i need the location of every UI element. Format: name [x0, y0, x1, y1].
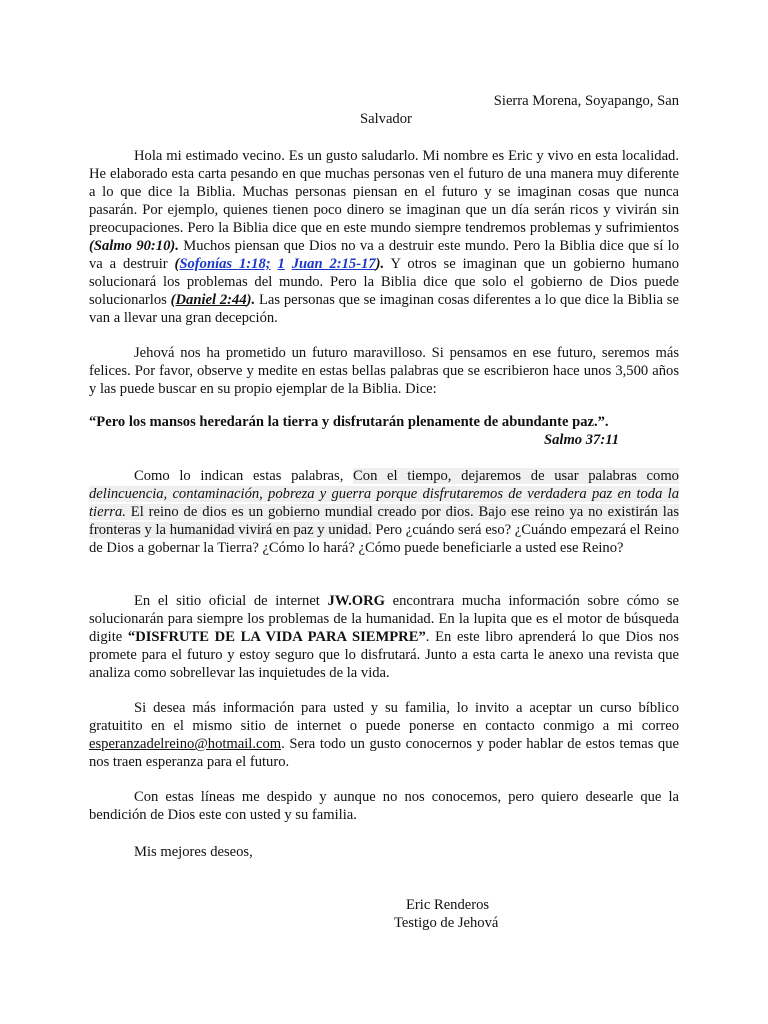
paragraph-kingdom-text-2: Pero ¿cuándo será eso? ¿Cuándo empezará el Reino de Dios a gobernar la Tierra? ¿Cómo lo hará? ¿Cómo puede beneficiarle a usted ese Reino?: [89, 522, 679, 556]
ref-paren-open: (: [174, 256, 180, 272]
highlighted-text-2: delincuencia, contaminación, pobreza y guerra porque disfrutaremos de verdadera paz en toda la tierra.: [89, 486, 679, 520]
paragraph-website-text: En el sitio oficial de internet: [134, 593, 328, 609]
link-juan-number[interactable]: 1: [277, 256, 285, 272]
signature-title: Testigo de Jehová: [394, 915, 499, 931]
paragraph-intro-text-3: Y otros se imaginan que un gobierno humano solucionará los problemas del mundo. Pero la Biblia dice que solo el gobierno de Dios puede solucionarlos: [89, 256, 680, 308]
link-juan[interactable]: Juan 2:15-17: [291, 256, 376, 272]
signature-name: Eric Renderos: [406, 897, 490, 913]
paragraph-website: [89, 592, 679, 682]
ref-space: [271, 256, 278, 272]
ref-salmo-90: (Salmo 90:10).: [89, 238, 179, 254]
paragraph-kingdom-text: Como lo indican estas palabras,: [134, 468, 354, 484]
ref-daniel: Daniel 2:44: [175, 292, 247, 308]
link-sofonias[interactable]: Sofonías 1:18;: [179, 256, 271, 272]
bible-quote-source: Salmo 37:11: [543, 432, 619, 448]
closing-line: Mis mejores deseos,: [134, 844, 253, 860]
email-link[interactable]: esperanzadelreino@hotmail.com: [89, 736, 282, 752]
site-name: JW.ORG: [327, 593, 385, 609]
ref-paren-close: ).: [375, 256, 385, 272]
paragraph-intro-text-4: Las personas que se imaginan cosas diferentes a lo que dice la Biblia se van a llevar una gran decepción.: [89, 292, 679, 326]
ref-daniel-open: (: [170, 292, 176, 308]
paragraph-farewell: Con estas líneas me despido y aunque no nos conocemos, pero quiero desearle que la bendición de Dios este con usted y su familia.: [89, 789, 679, 823]
ref-daniel-close: ).: [246, 292, 256, 308]
highlighted-text-3: El reino de dios es un gobierno mundial creado por dios. Bajo ese reino ya no existirán las fronteras y la humanidad vivirá en paz y unidad.: [89, 504, 679, 538]
paragraph-contact-text-2: . Sera todo un gusto conocernos y poder hablar de estos temas que nos traen esperanza para el futuro.: [89, 736, 679, 770]
paragraph-promise: Jehová nos ha prometido un futuro maravilloso. Si pensamos en ese futuro, seremos más felices. Por favor, observe y medite en estas bellas palabras que se escribieron hace unos 3,500 años y las puede buscar en su propio ejemplar de la Biblia. Dice:: [89, 345, 679, 397]
address-line-1: Sierra Morena, Soyapango, San: [493, 93, 679, 109]
paragraph-website-text-3: . En este libro aprenderá lo que Dios nos promete para el futuro y estoy seguro que lo disfrutará. Junto a esta carta le anexo una revista que analiza como sobrellevar las inquietudes de la vida.: [89, 629, 679, 681]
highlighted-text-1: Con el tiempo, dejaremos de usar palabras como: [353, 468, 679, 484]
bible-quote: “Pero los mansos heredarán la tierra y disfrutarán plenamente de abundante paz.”.: [89, 414, 609, 430]
ref-space-2: [285, 256, 292, 272]
paragraph-website-text-2: encontrara mucha información sobre cómo se solucionarán para siempre los problemas de la humanidad. En la lupita que es el motor de búsqueda digite: [89, 593, 679, 645]
paragraph-kingdom: [89, 467, 679, 557]
paragraph-intro: [89, 147, 679, 327]
paragraph-intro-text-2: Muchos piensan que Dios no va a destruir este mundo. Pero la Biblia dice que sí lo va a destruir: [89, 238, 679, 272]
address-line-2: Salvador: [360, 111, 412, 127]
paragraph-intro-text: Hola mi estimado vecino. Es un gusto saludarlo. Mi nombre es Eric y vivo en esta localidad. He elaborado esta carta pesando en que muchas personas ven el futuro de una manera muy diferente a lo que dice la Biblia. Muchas personas piensan en el futuro y se imaginan cosas que nunca pasarán. Por ejemplo, quienes tienen poco dinero se imaginan que un día serán ricos y vivirán sin preocupaciones. Pero la Biblia dice que en este mundo siempre tendremos problemas y sufrimientos: [89, 148, 679, 236]
book-title: “DISFRUTE DE LA VIDA PARA SIEMPRE”: [127, 629, 426, 645]
paragraph-contact-text: Si desea más información para usted y su familia, lo invito a aceptar un curso bíblico gratuitito en el mismo sitio de internet o puede ponerse en contacto conmigo a mi correo: [89, 700, 679, 734]
paragraph-contact: [89, 699, 679, 771]
